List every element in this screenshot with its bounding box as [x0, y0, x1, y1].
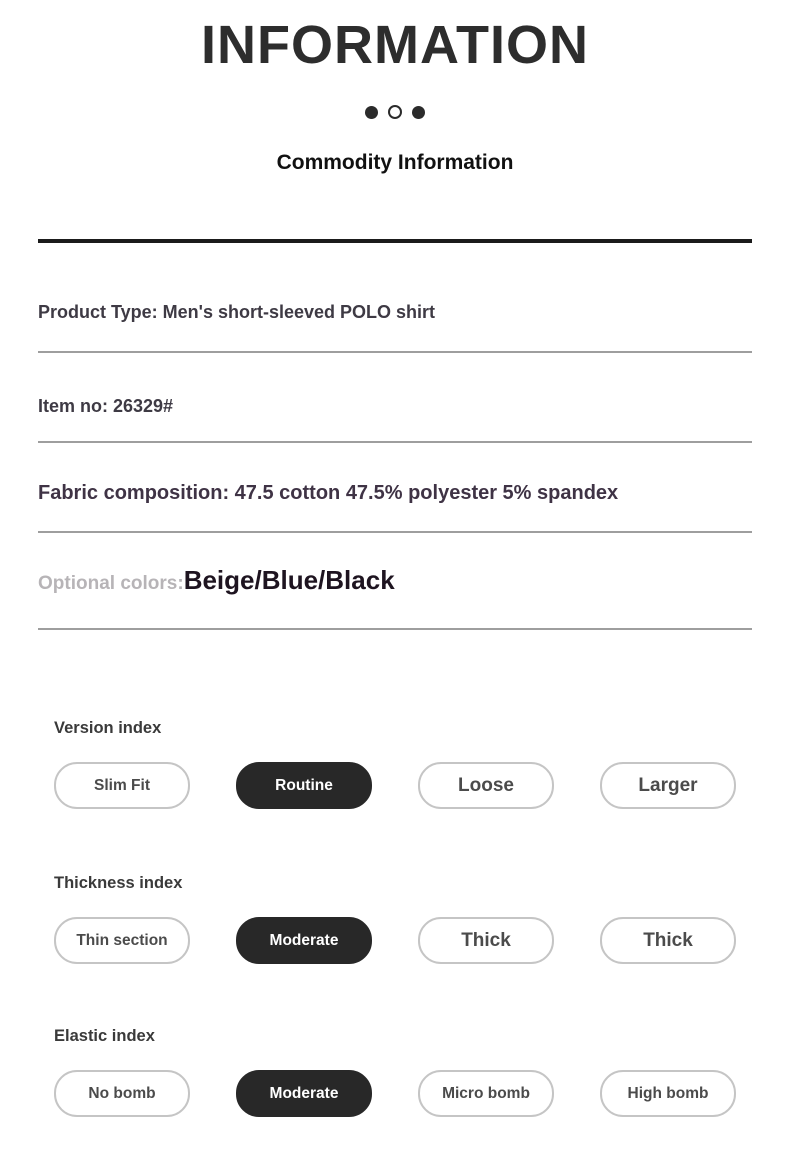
item-no-text: Item no: 26329# [38, 396, 174, 417]
option-thick-1[interactable]: Thick [418, 917, 554, 964]
thickness-index-label: Thickness index [54, 874, 183, 893]
spec-row-product-type [38, 243, 752, 353]
spec-row-optional-colors [38, 533, 752, 630]
dot-filled-icon [412, 106, 425, 119]
optional-colors-value: Beige/Blue/Black [183, 565, 395, 596]
elastic-pill-row [54, 1070, 736, 1117]
thin-divider [38, 628, 752, 630]
option-larger[interactable]: Larger [600, 762, 736, 809]
fabric-composition-text: Fabric composition: 47.5 cotton 47.5% polyester 5% spandex [38, 482, 619, 505]
option-moderate-elastic[interactable]: Moderate [236, 1070, 372, 1117]
product-type-text: Product Type: Men's short-sleeved POLO shirt [38, 302, 436, 323]
version-pill-row [54, 762, 736, 809]
option-thick-2[interactable]: Thick [600, 917, 736, 964]
page-title: INFORMATION [201, 15, 589, 75]
option-micro-bomb[interactable]: Micro bomb [418, 1070, 554, 1117]
dot-filled-icon [365, 106, 378, 119]
option-group-elastic [0, 1026, 790, 1117]
spec-row-item-no [38, 353, 752, 443]
optional-colors-label: Optional colors: [38, 573, 184, 595]
option-slim-fit[interactable]: Slim Fit [54, 762, 190, 809]
elastic-index-label: Elastic index [54, 1027, 155, 1046]
option-group-thickness [0, 873, 790, 964]
option-no-bomb[interactable]: No bomb [54, 1070, 190, 1117]
version-index-label: Version index [54, 719, 162, 738]
option-loose[interactable]: Loose [418, 762, 554, 809]
optional-colors-line [38, 533, 752, 602]
option-routine[interactable]: Routine [236, 762, 372, 809]
option-moderate-thickness[interactable]: Moderate [236, 917, 372, 964]
option-group-version [0, 718, 790, 809]
dot-hollow-icon [388, 105, 402, 119]
spec-row-fabric [38, 443, 752, 533]
section-subtitle: Commodity Information [276, 151, 514, 175]
thickness-pill-row [54, 917, 736, 964]
option-thin-section[interactable]: Thin section [54, 917, 190, 964]
section-divider-dots [0, 105, 790, 119]
spec-list [38, 243, 752, 630]
option-high-bomb[interactable]: High bomb [600, 1070, 736, 1117]
